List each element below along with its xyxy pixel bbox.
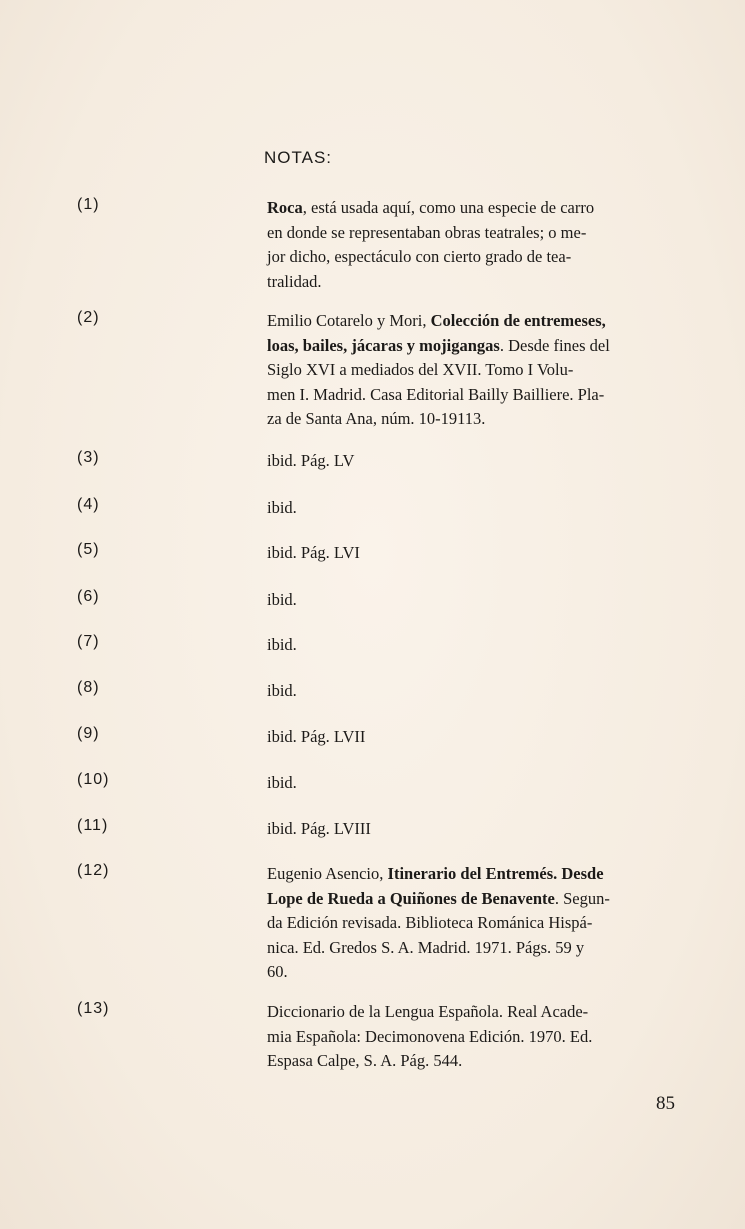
- note-number: (7): [77, 633, 100, 650]
- note-number: (12): [77, 862, 110, 879]
- note-line: [267, 817, 681, 842]
- note-line: [267, 725, 681, 750]
- note-text-segment: ibid. Pág. LVI: [267, 543, 360, 562]
- note-text-segment: ibid. Pág. LVIII: [267, 819, 371, 838]
- note-text-segment: men I. Madrid. Casa Editorial Bailly Bailliere. Pla-: [267, 384, 605, 404]
- note-line: [267, 449, 681, 474]
- note-text-segment: mia Española: Decimonovena Edición. 1970. Ed.: [267, 1026, 593, 1046]
- note-text-segment: . Segun-: [554, 888, 610, 908]
- note-title-segment: Roca: [267, 198, 303, 217]
- note-number: (1): [77, 196, 100, 213]
- note-line: [267, 309, 681, 334]
- note-text: [267, 309, 681, 432]
- page-number: 85: [656, 1093, 675, 1114]
- note-text-segment: ibid. Pág. LVII: [267, 727, 366, 746]
- note-line: [267, 221, 681, 246]
- note-number: (10): [77, 771, 110, 788]
- note-text-segment: da Edición revisada. Biblioteca Románica Hispá-: [267, 913, 593, 932]
- note-text-segment: jor dicho, espectáculo con cierto grado de tea-: [267, 247, 572, 266]
- note-line: [267, 588, 681, 613]
- note-line: [267, 1049, 681, 1074]
- note-line: [267, 496, 681, 521]
- note-line: [267, 407, 681, 432]
- note-text: [267, 817, 681, 842]
- note-text: [267, 541, 681, 566]
- note-line: [267, 383, 681, 408]
- note-number: (6): [77, 588, 100, 605]
- notes-heading: NOTAS:: [264, 148, 333, 167]
- note-text-segment: ibid.: [267, 681, 297, 700]
- note-number: (2): [77, 309, 100, 326]
- note-line: [267, 270, 681, 295]
- note-text-segment: ibid.: [267, 773, 297, 792]
- note-number: (9): [77, 725, 100, 742]
- note-text-segment: en donde se representaban obras teatrales; o me-: [267, 222, 587, 242]
- note-line: [267, 633, 681, 658]
- note-line: [267, 936, 681, 961]
- note-line: [267, 771, 681, 796]
- note-text-segment: . Desde fines del: [499, 335, 610, 355]
- note-text: [267, 862, 681, 985]
- note-text-segment: Diccionario de la Lengua Española. Real Acade-: [267, 1002, 589, 1021]
- note-line: [267, 960, 681, 985]
- note-line: [267, 911, 681, 936]
- note-text: [267, 679, 681, 704]
- note-line: [267, 887, 681, 912]
- note-line: [267, 358, 681, 383]
- note-text-segment: ibid. Pág. LV: [267, 451, 355, 470]
- note-line: [267, 1025, 681, 1050]
- note-text: [267, 496, 681, 521]
- note-number: (3): [77, 449, 100, 466]
- note-text-segment: Emilio Cotarelo y Mori,: [267, 311, 431, 330]
- note-line: [267, 862, 681, 887]
- note-text-segment: Siglo XVI a mediados del XVII. Tomo I Volu-: [267, 360, 574, 379]
- note-line: [267, 541, 681, 566]
- note-text-segment: 60.: [267, 962, 288, 981]
- note-number: (8): [77, 679, 100, 696]
- note-text-segment: tralidad.: [267, 271, 322, 291]
- note-text-segment: Eugenio Asencio,: [267, 864, 388, 883]
- note-number: (5): [77, 541, 100, 558]
- note-text: [267, 449, 681, 474]
- note-number: (13): [77, 1000, 110, 1017]
- note-text: [267, 633, 681, 658]
- note-text-segment: Espasa Calpe, S. A. Pág. 544.: [267, 1051, 463, 1070]
- note-text-segment: , está usada aquí, como una especie de carro: [302, 198, 595, 217]
- note-text-segment: nica. Ed. Gredos S. A. Madrid. 1971. Págs. 59 y: [267, 937, 585, 957]
- note-text: [267, 771, 681, 796]
- note-title-segment: Colección de entremeses,: [430, 311, 606, 330]
- note-title-segment: Itinerario del Entremés. Desde: [387, 864, 604, 883]
- note-text: [267, 196, 681, 294]
- note-text-segment: ibid.: [267, 498, 297, 517]
- note-line: [267, 1000, 681, 1025]
- note-number: (11): [77, 817, 109, 834]
- note-line: [267, 334, 681, 359]
- note-line: [267, 196, 681, 221]
- note-text-segment: ibid.: [267, 590, 297, 609]
- note-text: [267, 1000, 681, 1074]
- note-text-segment: ibid.: [267, 635, 297, 654]
- note-title-segment: loas, bailes, jácaras y mojigangas: [267, 335, 500, 355]
- note-text: [267, 725, 681, 750]
- note-text-segment: za de Santa Ana, núm. 10-19113.: [267, 409, 486, 428]
- note-title-segment: Lope de Rueda a Quiñones de Benavente: [267, 888, 555, 908]
- note-number: (4): [77, 496, 100, 513]
- note-line: [267, 679, 681, 704]
- note-line: [267, 245, 681, 270]
- note-text: [267, 588, 681, 613]
